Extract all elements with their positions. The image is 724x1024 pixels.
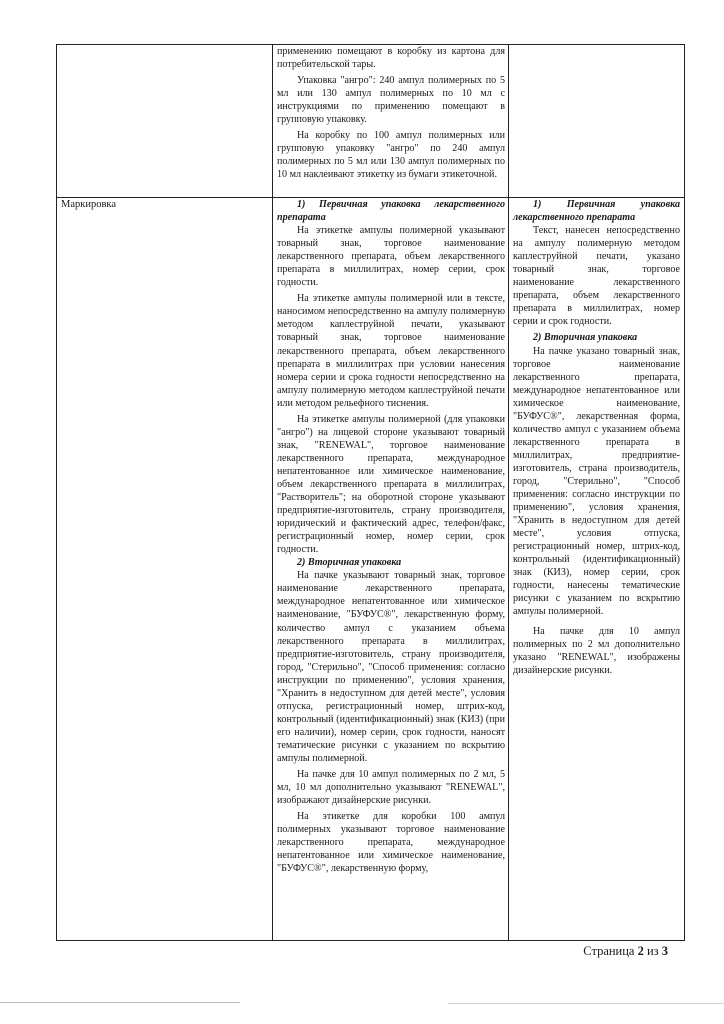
scan-edge-line: [0, 1002, 240, 1003]
paragraph: На этикетке ампулы полимерной или в тексте, наносимом непосредственно на ампулу полимерную методом каплеструйной печати, указывают товарный знак, торговое наименование лекарственного препарата, объем лекарственного препарата в миллилитрах при условии нанесения номера серии и срока годности непосредственно на ампулу полимерную методом каплеструйной печати или методом рельефного тиснения.: [277, 293, 505, 409]
section-heading-secondary: 2) Вторичная упаковка: [533, 332, 638, 344]
paragraph: На пачке указывают товарный знак, торговое наименование лекарственного препарата, международное непатентованное или химическое наименование, "БУФУС®", лекарственную форму, количество ампул с указанием объема лекарственного препарата в миллилитрах, предприятие-изготовитель, страну производителя, город, "Стерильно", "Способ применения: согласно инструкции по применению", условия хранения, "Хранить в недоступном для детей месте", условия отпуска, регистрационный номер, штрих-код, контрольный (идентификационный) знак (КИЗ) (при его наличии), номер серии, срок годности, наносят тематические рисунки с указанием по вскрытию ампулы полимерной.: [277, 570, 505, 764]
paragraph: На пачке указано товарный знак, торговое наименование лекарственного препарата, международное непатентованное или химическое наименование, "БУФУС®", лекарственная форма, количество ампул с указанием объема лекарственного препарата в миллилитрах, предприятие-изготовитель, страна производитель, город, "Стерильно", "Способ применения: согласно инструкции по применению", условия хранения, "Хранить в недоступном для детей месте", условия отпуска, регистрационный номер, штрих-код, контрольный (идентификационный) знак (КИЗ), номер серии, срок годности, нанесены тематические рисунки с указанием по вскрытию ампулы полимерной.: [513, 345, 680, 618]
row-label-marking: Маркировка: [61, 199, 117, 210]
paragraph: На пачке для 10 ампул полимерных по 2 мл дополнительно указано "RENEWAL", изображены дизайнерские рисунки.: [513, 625, 680, 676]
paragraph: На этикетке ампулы полимерной указывают товарный знак, торговое наименование лекарственного препарата, объем лекарственного препарата в миллилитрах, номер серии, срок годности.: [277, 225, 505, 289]
scan-edge-line: [448, 1003, 724, 1004]
page-current: 2: [637, 944, 644, 958]
page-total: 3: [661, 944, 668, 958]
spec-cell: [273, 198, 509, 941]
section-heading-primary: 1) Первичная упаковка лекарственного препарата: [513, 199, 680, 224]
packaging-text: применению помещают в коробку из картона для потребительской тары.: [277, 46, 505, 71]
notes-cell: [509, 45, 685, 198]
packaging-text: Упаковка "ангро": 240 ампул полимерных по 5 мл или 130 ампул полимерных по 10 мл с инструкциями по применению помещают в групповую упаковку.: [277, 75, 505, 126]
page-word: Страница: [583, 944, 635, 958]
notes-cell: [509, 198, 685, 941]
packaging-text: На коробку по 100 ампул полимерных или групповую упаковку "ангро" по 240 ампул полимерных по 5 мл или 130 ампул полимерных по 10 мл наклеивают этикетку из бумаги этикеточной.: [277, 130, 505, 181]
page-number: [583, 944, 668, 959]
section-heading-primary: 1) Первичная упаковка лекарственного препарата: [277, 199, 505, 224]
of-word: из: [646, 944, 659, 958]
paragraph: На этикетке для коробки 100 ампул полимерных указывают торговое наименование лекарственного препарата, международное непатентованное или химическое наименование, "БУФУС®", лекарственную форму,: [277, 811, 505, 875]
spec-cell: [273, 45, 509, 198]
row-label-cell: [57, 45, 273, 198]
row-label-cell: [57, 198, 273, 941]
specification-table: [56, 44, 685, 941]
paragraph: Текст, нанесен непосредственно на ампулу полимерную методом каплеструйной печати, указано товарный знак, торговое наименование лекарственного препарата, объем лекарственного препарата в миллилитрах, номер серии и срок годности.: [513, 225, 680, 328]
section-heading-secondary: 2) Вторичная упаковка: [297, 557, 402, 569]
table-row: [57, 45, 685, 198]
table-row: [57, 198, 685, 941]
paragraph: На пачке для 10 ампул полимерных по 2 мл, 5 мл, 10 мл дополнительно указывают "RENEWAL", изображают дизайнерские рисунки.: [277, 769, 505, 807]
paragraph: На этикетке ампулы полимерной (для упаковки "ангро") на лицевой стороне указывают товарный знак, "RENEWAL", торговое наименование лекарственного препарата, международное непатентованное или химическое наименование, объем лекарственного препарата в миллилитрах, "Растворитель"; на оборотной стороне указывают предприятие-изготовитель, страну производителя, юридический и фактический адрес, телефон/факс, регистрационный номер, номер серии, срок годности.: [277, 413, 505, 556]
